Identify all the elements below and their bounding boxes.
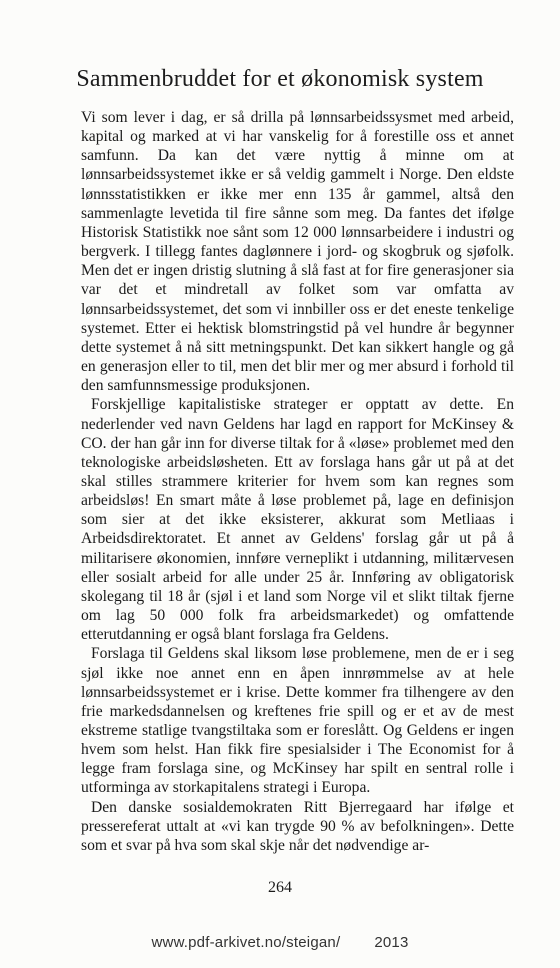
paragraph-3: Forslaga til Geldens skal liksom løse problemene, men de er i seg sjøl ikke noe annet enn en åpen innrømmelse av at hele lønnsarbeidssystemet er i krise. Dette kommer fra tilhengere av den frie markedsdannelsen og kreftenes frie spill og er et av de mest ekstreme statlige tvangstiltaka som er foreslått. Og Geldens er ingen hvem som helst. Han fikk fire spesialsider i The Economist for å legge fram forslaga sine, og McKinsey har spilt en sentral rolle i utforminga av storkapitalens strategi i Europa. [81,645,514,797]
source-year: 2013 [374,934,409,951]
paragraph-2: Forskjellige kapitalistiske strateger er opptatt av dette. En nederlender ved navn Geldens har lagd en rapport for McKinsey & CO. der han går inn for diverse tiltak for å «løse» problemet med den teknologiske arbeidsløsheten. Ett av forslaga hans går ut på at det skal stilles strammere kriterier for hvem som kan regnes som arbeidsløs! En smart måte å løse problemet på, lage en definisjon som sier at det ikke eksisterer, akkurat som Metliaas i Arbeidsdirektoratet. Et annet av Geldens' forslag går ut på å militarisere økonomien, innføre verneplikt i utdanning, militærvesen eller sosialt arbeid for alle under 25 år. Innføring av obligatorisk skolegang til 18 år (sjøl i et land som Norge vil et slikt tiltak fjerne om lag 50 000 folk fra arbeidsmarkedet) og omfattende etterutdanning er også blant forslaga fra Geldens. [81,396,514,644]
source-url: www.pdf-arkivet.no/steigan/ [151,934,341,951]
body-text [81,108,514,855]
source-footer [0,934,560,951]
chapter-title: Sammenbruddet for et økonomisk system [76,66,484,92]
paragraph-1: Vi som lever i dag, er så drilla på lønnsarbeidssysmet med arbeid, kapital og marked at vi har vanskelig for å forestille oss et annet samfunn. Da kan det være nyttig å minne om at lønnsarbeidssystemet ikke er så veldig gammelt i Norge. Den eldste lønnsstatistikken er ikke mer enn 135 år gammel, altså den sammenlagte levetida til fire sånne som meg. Da fantes det ifølge Historisk Statistikk noe sånt som 12 000 lønnsarbeidere i industri og bergverk. I tillegg fantes daglønnere i jord- og skogbruk og sjøfolk. Men det er ingen dristig slutning å slå fast at for fire generasjoner sia var det et mindretall av folket som var omfatta av lønnsarbeidssystemet, det som vi innbiller oss er det eneste tenkelige systemet. Etter ei hektisk blomstringstid på vel hundre år begynner dette systemet å nå sitt metningspunkt. Det kan sikkert hangle og gå en generasjon eller to til, men det blir mer og mer absurd i forhold til den samfunnsmessige produksjonen. [81,109,514,395]
page-number: 264 [268,879,292,896]
paragraph-4: Den danske sosialdemokraten Ritt Bjerregaard har ifølge et pressereferat uttalt at «vi kan trygde 90 % av befolkningen». Dette som et svar på hva som skal skje når det nødvendige ar- [81,798,514,854]
